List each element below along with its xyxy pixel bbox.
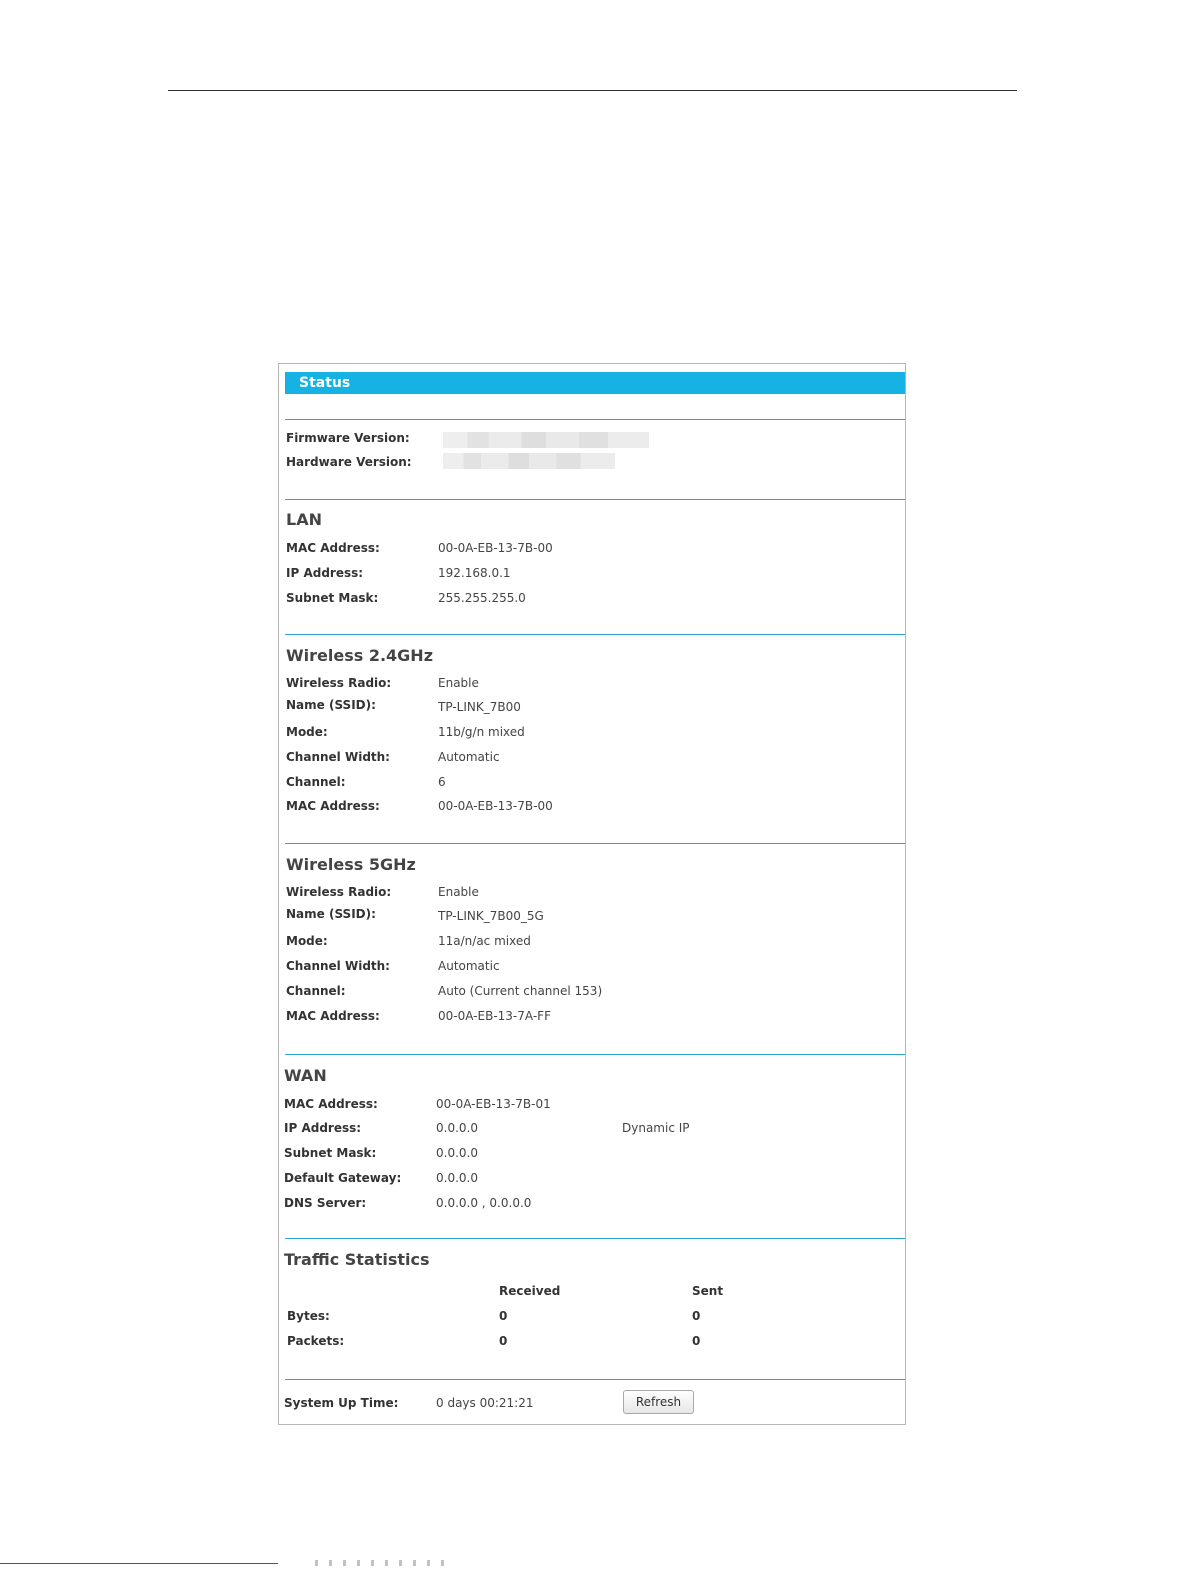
wireless24-width-value: Automatic [438,750,500,764]
wireless24-ssid-value: TP-LINK_7B00 [438,700,521,714]
wireless5-section-title: Wireless 5GHz [286,855,416,874]
lan-mac-label: MAC Address: [286,541,380,555]
wan-dns-label: DNS Server: [284,1196,367,1210]
wireless24-radio-value: Enable [438,676,479,690]
traffic-packets-received: 0 [499,1334,508,1348]
wireless5-mac-label: MAC Address: [286,1009,380,1023]
status-panel [278,363,906,1425]
traffic-section-title: Traffic Statistics [284,1250,430,1269]
traffic-received-header: Received [499,1284,561,1298]
traffic-bytes-label: Bytes: [287,1309,330,1323]
hardware-version-label: Hardware Version: [286,455,412,469]
uptime-value: 0 days 00:21:21 [436,1396,534,1410]
wireless24-mac-value: 00-0A-EB-13-7B-00 [438,799,553,813]
wireless5-mode-label: Mode: [286,934,328,948]
firmware-version-label: Firmware Version: [286,431,410,445]
wireless5-mac-value: 00-0A-EB-13-7A-FF [438,1009,551,1023]
section-divider [285,419,905,420]
hardware-version-redacted [443,453,615,469]
panel-title: Status [299,375,351,391]
traffic-bytes-received: 0 [499,1309,508,1323]
wireless24-radio-label: Wireless Radio: [286,676,392,690]
wan-subnet-value: 0.0.0.0 [436,1146,478,1160]
wan-connection-type: Dynamic IP [622,1121,690,1135]
status-header-bar [285,372,905,394]
wireless5-ssid-value: TP-LINK_7B00_5G [438,909,544,923]
section-divider [285,499,905,500]
section-divider [285,1238,905,1239]
wireless5-radio-label: Wireless Radio: [286,885,392,899]
section-divider [285,1379,905,1380]
wireless24-section-title: Wireless 2.4GHz [286,646,434,665]
wan-ip-value: 0.0.0.0 [436,1121,478,1135]
wireless5-ssid-label: Name (SSID): [286,907,376,921]
wireless24-ssid-label: Name (SSID): [286,698,376,712]
wan-ip-label: IP Address: [284,1121,362,1135]
lan-ip-value: 192.168.0.1 [438,566,511,580]
wireless24-mode-value: 11b/g/n mixed [438,725,525,739]
page-header-rule [168,90,1017,91]
wan-gateway-label: Default Gateway: [284,1171,402,1185]
lan-mac-value: 00-0A-EB-13-7B-00 [438,541,553,555]
wireless24-channel-label: Channel: [286,775,346,789]
section-divider [285,1054,905,1055]
wireless5-channel-value: Auto (Current channel 153) [438,984,603,998]
wan-gateway-value: 0.0.0.0 [436,1171,478,1185]
firmware-version-redacted [443,432,649,448]
refresh-button[interactable]: Refresh [623,1390,694,1414]
section-divider [285,634,905,635]
traffic-packets-sent: 0 [692,1334,701,1348]
wireless5-channel-label: Channel: [286,984,346,998]
lan-subnet-value: 255.255.255.0 [438,591,526,605]
lan-section-title: LAN [286,510,322,529]
traffic-packets-label: Packets: [287,1334,345,1348]
traffic-sent-header: Sent [692,1284,724,1298]
wireless5-mode-value: 11a/n/ac mixed [438,934,531,948]
wireless24-channel-value: 6 [438,775,446,789]
wireless24-width-label: Channel Width: [286,750,390,764]
wireless5-radio-value: Enable [438,885,479,899]
wan-mac-value: 00-0A-EB-13-7B-01 [436,1097,551,1111]
lan-ip-label: IP Address: [286,566,364,580]
wan-section-title: WAN [284,1066,327,1085]
traffic-bytes-sent: 0 [692,1309,701,1323]
page-footer-marks [315,1560,455,1566]
lan-subnet-label: Subnet Mask: [286,591,379,605]
wan-dns-value: 0.0.0.0 , 0.0.0.0 [436,1196,532,1210]
wireless24-mode-label: Mode: [286,725,328,739]
wan-subnet-label: Subnet Mask: [284,1146,377,1160]
uptime-label: System Up Time: [284,1396,399,1410]
wireless5-width-label: Channel Width: [286,959,390,973]
page-footer-rule [0,1563,278,1564]
wan-mac-label: MAC Address: [284,1097,378,1111]
wireless24-mac-label: MAC Address: [286,799,380,813]
section-divider [285,843,905,844]
wireless5-width-value: Automatic [438,959,500,973]
